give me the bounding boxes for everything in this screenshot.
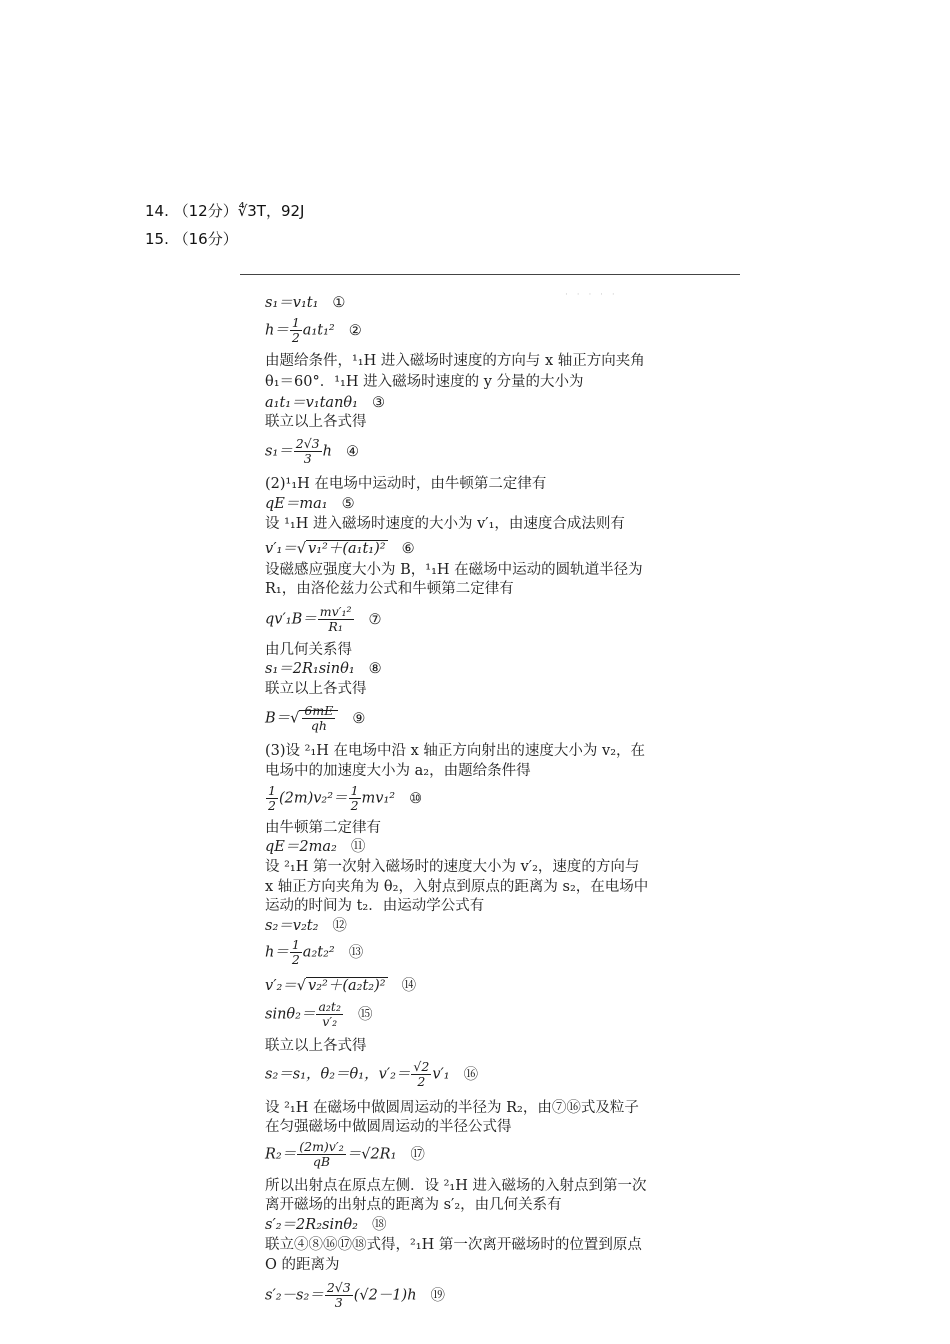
equation-12: s₂＝v₂t₂ ⑫	[265, 918, 347, 934]
equation-8: s₁＝2R₁sinθ₁ ⑧	[265, 661, 382, 677]
equation-5: qE＝ma₁ ⑤	[265, 496, 355, 512]
text-line: 离开磁场的出射点的距离为 s′₂，由几何关系有	[265, 1197, 562, 1213]
equation-2: h＝ $\frac{1}{2}$ a₁t₁² ②	[265, 315, 362, 345]
text-line: (3)设 ²₁H 在电场中沿 x 轴正方向射出的速度大小为 v₂，在	[265, 743, 646, 759]
equation-18: s′₂＝2R₂sinθ₂ ⑱	[265, 1217, 387, 1233]
equation-6: v′₁＝√ v₁²＋(a₁t₁)² ⑥	[265, 541, 415, 557]
text-line: x 轴正方向夹角为 θ₂，入射点到原点的距离为 s₂，在电场中	[265, 879, 649, 895]
text-line: 设磁感应强度大小为 B，¹₁H 在磁场中运动的圆轨道半径为	[265, 562, 643, 578]
equation-16: s₂＝s₁，θ₂＝θ₁，v′₂＝ $\frac{√2}{2}$ v′₁ ⑯	[265, 1059, 479, 1089]
answer-14: 14. （12分）∜3T，92J	[145, 202, 305, 220]
text-line: 设 ²₁H 第一次射入磁场时的速度大小为 v′₂，速度的方向与	[265, 859, 640, 875]
equation-7: qv′₁B＝ $\frac{\text{mv′₁²}}{\text{R₁}}$ ⑦	[265, 604, 382, 634]
equation-9: B＝√ $\frac{6mE}{qh}$ ⑨	[265, 703, 366, 733]
text-line: 在匀强磁场中做圆周运动的半径公式得	[265, 1119, 512, 1135]
text-line: 由题给条件，¹₁H 进入磁场时速度的方向与 x 轴正方向夹角	[265, 353, 645, 369]
text-line: 运动的时间为 t₂．由运动学公式有	[265, 898, 485, 914]
equation-15: sinθ₂＝ $\frac{\text{a₂t₂}}{\text{v′₂}}$ ⑮	[265, 999, 373, 1029]
divider-line	[240, 274, 740, 275]
equation-3: a₁t₁＝v₁tanθ₁ ③	[265, 395, 385, 411]
text-line: 联立以上各式得	[265, 414, 367, 430]
equation-10: $\frac{1}{2}$ (2m)v₂²＝ $\frac{1}{2}$ mv₁² ⑩	[268, 783, 423, 813]
text-line: 联立以上各式得	[265, 1038, 367, 1054]
equation-4: s₁＝ $\frac{2√3}{3}$ h ④	[265, 436, 359, 466]
text-line: O 的距离为	[265, 1257, 340, 1273]
equation-14: v′₂＝√ v₂²＋(a₂t₂)² ⑭	[265, 978, 417, 994]
equation-17: R₂＝ $\frac{\text{(2m)v′₂}}{qB}$ ＝√2R₁ ⑰	[265, 1139, 425, 1169]
equation-1: s₁＝v₁t₁ ①	[265, 295, 346, 311]
text-line: 设 ¹₁H 进入磁场时速度的大小为 v′₁，由速度合成法则有	[265, 516, 625, 532]
text-line: (2)¹₁H 在电场中运动时，由牛顿第二定律有	[265, 476, 547, 492]
text-line: 联立以上各式得	[265, 681, 367, 697]
text-line: 由牛顿第二定律有	[265, 820, 381, 836]
text-line: R₁，由洛伦兹力公式和牛顿第二定律有	[265, 581, 514, 597]
answer-15: 15. （16分）	[145, 230, 238, 248]
equation-19: s′₂－s₂＝ $\frac{2√3}{3}$ (√2－1)h ⑲	[265, 1280, 446, 1310]
text-line: 联立④⑧⑯⑰⑱式得，²₁H 第一次离开磁场时的位置到原点	[265, 1237, 642, 1253]
equation-13: h＝ $\frac{1}{2}$ a₂t₂² ⑬	[265, 937, 364, 967]
text-line: 所以出射点在原点左侧．设 ²₁H 进入磁场的入射点到第一次	[265, 1178, 647, 1194]
equation-11: qE＝2ma₂ ⑪	[265, 839, 366, 855]
text-line: θ₁＝60°．¹₁H 进入磁场时速度的 y 分量的大小为	[265, 374, 584, 390]
scan-smudge: · · · · ·	[565, 290, 618, 300]
text-line: 设 ²₁H 在磁场中做圆周运动的半径为 R₂，由⑦⑯式及粒子	[265, 1100, 639, 1116]
text-line: 电场中的加速度大小为 a₂，由题给条件得	[265, 763, 531, 779]
text-line: 由几何关系得	[265, 642, 352, 658]
